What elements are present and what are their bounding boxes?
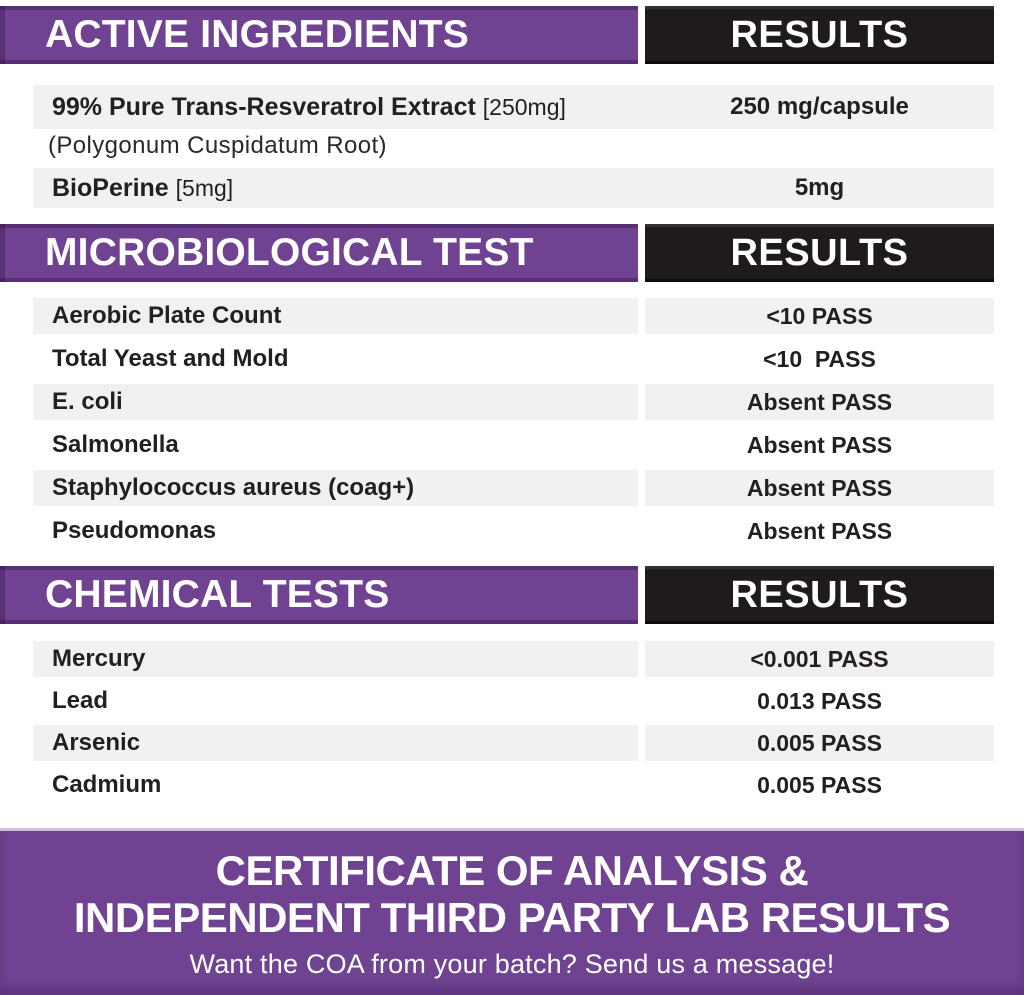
- table-row: [0, 513, 1024, 549]
- header-divider: [638, 224, 645, 282]
- row-label: [33, 93, 645, 122]
- row-label: Pseudomonas: [52, 517, 217, 544]
- chemical-title: CHEMICAL TESTS: [45, 573, 390, 616]
- row-result: Absent PASS: [645, 384, 994, 420]
- chemical-title-bar: [0, 566, 638, 624]
- row-result: <10 PASS: [645, 298, 994, 334]
- row-result: Absent PASS: [746, 431, 893, 458]
- header-divider: [638, 566, 645, 624]
- ingredient-name: BioPerine: [52, 173, 169, 202]
- row-divider: [638, 470, 645, 506]
- table-row: [0, 341, 1024, 377]
- microbiological-results-bar: [645, 224, 994, 282]
- row-label: Arsenic: [33, 725, 638, 761]
- row-divider: [638, 641, 645, 677]
- table-row: [33, 168, 994, 208]
- table-row: [0, 427, 1024, 463]
- microbiological-table: [0, 298, 1024, 549]
- row-label: Lead: [52, 687, 109, 714]
- table-row: [0, 470, 1024, 506]
- row-result: 5mg: [794, 174, 845, 201]
- table-row: [0, 384, 1024, 420]
- row-result: 0.013 PASS: [757, 687, 882, 714]
- chemical-table: [0, 641, 1024, 803]
- microbiological-header: [0, 224, 1024, 282]
- row-divider: [638, 683, 645, 719]
- ingredient-source-note: (Polygonum Cuspidatum Root): [48, 132, 387, 159]
- footer-title-line1: CERTIFICATE OF ANALYSIS &: [215, 846, 809, 894]
- row-divider: [638, 767, 645, 803]
- row-result: <10 PASS: [763, 345, 876, 372]
- row-result: 250 mg/capsule: [730, 93, 909, 120]
- row-label: Salmonella: [52, 431, 179, 458]
- table-row: [0, 298, 1024, 334]
- table-row: [0, 641, 1024, 677]
- ingredient-name: 99% Pure Trans-Resveratrol Extract: [52, 92, 476, 121]
- row-label: Staphylococcus aureus (coag+): [33, 470, 638, 506]
- ingredient-amount: [250mg]: [482, 93, 566, 120]
- row-result: 0.005 PASS: [757, 771, 882, 798]
- row-label: [33, 174, 645, 203]
- table-row: [0, 767, 1024, 803]
- table-row: [0, 725, 1024, 761]
- footer-title-line2: INDEPENDENT THIRD PARTY LAB RESULTS: [73, 893, 951, 941]
- results-label: RESULTS: [730, 573, 909, 616]
- table-row: [33, 85, 994, 129]
- footer-subtitle: Want the COA from your batch? Send us a message!: [189, 948, 835, 979]
- row-result: <0.001 PASS: [645, 641, 994, 677]
- results-label: RESULTS: [730, 13, 909, 56]
- header-divider: [638, 6, 645, 64]
- active-ingredients-results-bar: [645, 6, 994, 64]
- row-label: E. coli: [33, 384, 638, 420]
- ingredient-amount: [5mg]: [175, 174, 234, 201]
- row-divider: [638, 513, 645, 549]
- chemical-results-bar: [645, 566, 994, 624]
- row-divider: [638, 725, 645, 761]
- active-ingredients-title: ACTIVE INGREDIENTS: [45, 13, 469, 56]
- row-divider: [638, 298, 645, 334]
- microbiological-title: MICROBIOLOGICAL TEST: [45, 231, 534, 274]
- row-label: Total Yeast and Mold: [52, 345, 289, 372]
- row-result: Absent PASS: [746, 517, 893, 544]
- row-divider: [638, 384, 645, 420]
- active-ingredients-header: [0, 6, 1024, 64]
- row-result: Absent PASS: [645, 470, 994, 506]
- row-label: Cadmium: [52, 771, 162, 798]
- table-row: [0, 683, 1024, 719]
- footer-banner: [0, 828, 1024, 995]
- results-label: RESULTS: [730, 231, 909, 274]
- row-divider: [638, 341, 645, 377]
- chemical-header: [0, 566, 1024, 624]
- active-ingredients-title-bar: [0, 6, 638, 64]
- row-label: Aerobic Plate Count: [33, 298, 638, 334]
- row-divider: [638, 427, 645, 463]
- row-result: 0.005 PASS: [645, 725, 994, 761]
- microbiological-title-bar: [0, 224, 638, 282]
- row-label: Mercury: [33, 641, 638, 677]
